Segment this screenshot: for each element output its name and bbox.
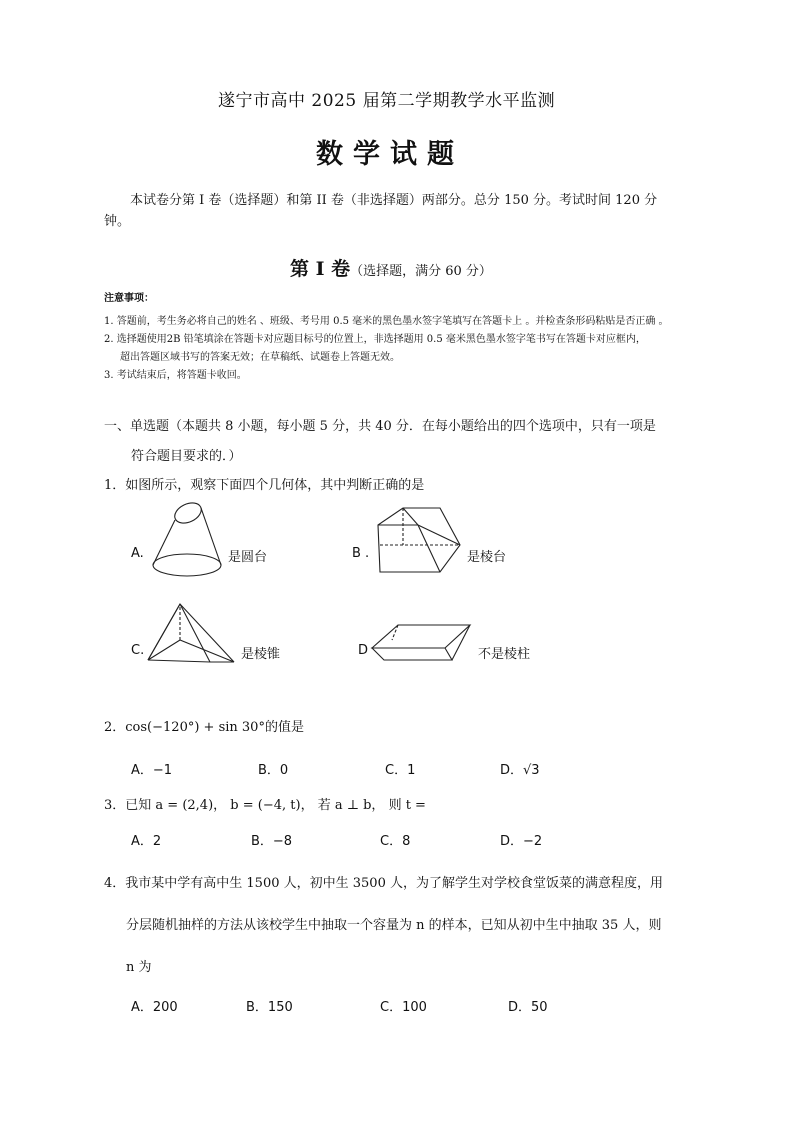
q3-option-c: C．8 — [380, 834, 411, 849]
q3-option-b: B．−8 — [251, 834, 293, 849]
q1-option-d-key: D — [358, 643, 369, 658]
part1-title: 第 Ⅰ 卷 — [290, 258, 351, 280]
frustum-figure — [150, 500, 225, 582]
prism-figure — [370, 620, 475, 665]
frustum-prism-figure — [375, 500, 465, 580]
q2-stem — [104, 716, 304, 735]
q4-line-1: 4．我市某中学有高中生 1500 人，初中生 3500 人，为了解学生对学校食堂饭菜的满意程度，用 — [104, 876, 663, 891]
q3-vector-a: a = (2,4) — [155, 798, 214, 813]
section1-line-1: 一、单选题（本题共 8 小题，每小题 5 分，共 40 分．在每小题给出的四个选项中，只有一项是 — [104, 419, 656, 434]
q3-option-a: A．2 — [131, 834, 162, 849]
q3-prefix: 3．已知 — [104, 798, 152, 813]
q4-option-d: D．50 — [508, 1000, 548, 1015]
notice-item-2-cont: 超出答题区域书写的答案无效；在草稿纸、试题卷上答题无效。 — [120, 352, 400, 363]
q1-option-c-text: 是棱锥 — [241, 647, 281, 662]
q4-option-a: A．200 — [131, 1000, 178, 1015]
q2-option-d: D．√3 — [500, 763, 540, 778]
q2-tail: 的值是 — [264, 720, 304, 735]
q2-option-c: C．1 — [385, 763, 416, 778]
q3-option-d: D．−2 — [500, 834, 543, 849]
q1-option-d-text: 不是棱柱 — [478, 647, 531, 662]
notice-heading: 注意事项： — [104, 293, 154, 304]
q1-option-c-key: C. — [131, 643, 145, 658]
q1-option-a-text: 是圆台 — [228, 550, 268, 565]
q1-option-b-key: B . — [352, 546, 370, 561]
q4-option-b: B．150 — [246, 1000, 293, 1015]
part1-heading — [290, 254, 492, 281]
q1-stem: 1．如图所示，观察下面四个几何体，其中判断正确的是 — [104, 478, 425, 493]
q2-number: 2． — [104, 720, 126, 735]
pyramid-figure — [145, 600, 235, 672]
notice-item-1: 1. 答题前，考生务必将自己的姓名 、班级、考号用 0.5 毫米的黑色墨水签字笔填写在答题卡上 。并检查条形码粘贴是否正确 。 — [104, 316, 669, 327]
q4-line-3: n 为 — [126, 960, 152, 975]
notice-item-2: 2. 选择题使用2B 铅笔填涂在答题卡对应题目标号的位置上，非选择题用 0.5 毫米黑色墨水签字笔书写在答题卡对应框内， — [104, 334, 646, 345]
q4-option-c: C．100 — [380, 1000, 427, 1015]
exam-header: 遂宁市高中 2025 届第二学期教学水平监测 — [218, 91, 556, 111]
q1-option-b-text: 是棱台 — [467, 550, 507, 565]
q3-stem: 3．已知 a = (2,4)， b = (−4, t)， 若 a ⊥ b， 则 t = — [104, 798, 426, 813]
intro-line-1: 本试卷分第 I 卷（选择题）和第 II 卷（非选择题）两部分。总分 150 分。考试时间 120 分 — [130, 193, 658, 208]
q3-condition: 若 a ⊥ b — [317, 798, 372, 813]
q2-option-a: A．−1 — [131, 763, 173, 778]
section1-line-2: 符合题目要求的．） — [131, 449, 242, 464]
q1-option-a-key: A. — [131, 546, 144, 561]
q3-vector-b: b = (−4, t) — [230, 798, 301, 813]
q3-ask: 则 t = — [388, 798, 426, 813]
part1-subtitle: （选择题，满分 60 分） — [350, 264, 492, 279]
q2-expression: cos(−120°) + sin 30° — [125, 720, 265, 735]
q2-option-b: B．0 — [258, 763, 289, 778]
notice-item-3: 3. 考试结束后，将答题卡收回。 — [104, 370, 247, 381]
q4-line-2: 分层随机抽样的方法从该校学生中抽取一个容量为 n 的样本，已知从初中生中抽取 35 人，则 — [126, 918, 662, 933]
page-title: 数学试题 — [316, 139, 464, 170]
intro-line-2: 钟。 — [104, 214, 131, 229]
